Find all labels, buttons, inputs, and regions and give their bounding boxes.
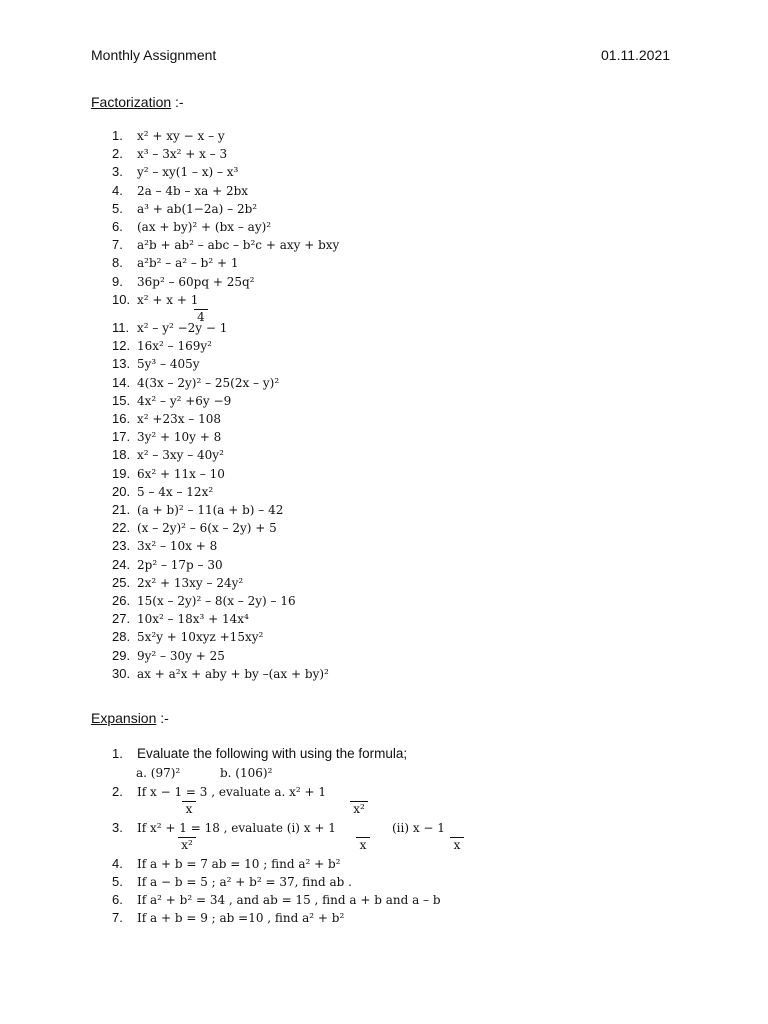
- item-number: 8.: [112, 255, 123, 271]
- item-text: 6x² + 11x – 10: [137, 466, 225, 481]
- item-text: 15(x – 2y)² – 8(x – 2y) – 16: [137, 594, 296, 608]
- item-text: (a + b)² – 11(a + b) – 42: [137, 503, 284, 517]
- item-text: Evaluate the following with using the formula;: [137, 746, 408, 761]
- item-text: 36p² – 60pq + 25q²: [137, 274, 255, 289]
- expansion-heading-suffix: :-: [156, 710, 169, 726]
- item-number: 29.: [112, 647, 131, 663]
- item-number: 9.: [112, 273, 123, 289]
- item-text: x² + xy − x – y: [137, 129, 225, 143]
- item-text: If a − b = 5 ; a² + b² = 37, find ab .: [137, 875, 352, 889]
- fraction-denominator: x: [356, 837, 370, 852]
- item-text: a³ + ab(1−2a) – 2b²: [137, 201, 258, 216]
- item-text: If x² + 1 = 18 , evaluate (i) x + 1: [137, 821, 336, 835]
- item-text: x² – 3xy – 40y²: [137, 448, 224, 463]
- item-text: If a + b = 9 ; ab =10 , find a² + b²: [137, 911, 345, 925]
- item-number: 13.: [112, 356, 131, 372]
- item-number: 20.: [112, 483, 131, 499]
- item-text: If a + b = 7 ab = 10 ; find a² + b²: [137, 857, 341, 871]
- item-text: 3x² – 10x + 8: [137, 539, 218, 554]
- expansion-heading-text: Expansion: [91, 710, 157, 726]
- item-text: 3y² + 10y + 8: [137, 430, 222, 445]
- item-number: 24.: [112, 556, 131, 572]
- item-text: y² – xy(1 – x) – x³: [137, 165, 239, 180]
- factorization-heading: [91, 94, 184, 110]
- item-text: 5x²y + 10xyz +15xy²: [137, 630, 264, 645]
- item-number: 27.: [112, 611, 131, 627]
- item-number: 18.: [112, 447, 131, 463]
- item-text: 5 – 4x – 12x²: [137, 484, 214, 499]
- item-text: 2x² + 13xy – 24y²: [137, 575, 244, 590]
- item-text: x² + x + 1: [137, 292, 199, 307]
- expansion-heading: [91, 710, 169, 726]
- fraction-denominator: 4: [194, 309, 208, 324]
- item-text: If x − 1 = 3 , evaluate a. x² + 1: [137, 785, 327, 799]
- item-number: 28.: [112, 629, 131, 645]
- fraction-denominator: x²: [350, 801, 368, 816]
- item-number: 15.: [112, 392, 131, 408]
- item-number: 3.: [112, 820, 123, 835]
- item-number: 5.: [112, 874, 123, 889]
- item-text: 2a – 4b – xa + 2bx: [137, 183, 249, 198]
- fraction-denominator: x: [450, 837, 464, 852]
- item-subpart-a: a. (97)²: [136, 766, 181, 780]
- item-number: 6.: [112, 219, 123, 234]
- item-text: If a² + b² = 34 , and ab = 15 , find a + b and a – b: [137, 893, 441, 907]
- item-text: x³ – 3x² + x – 3: [137, 147, 228, 162]
- item-number: 7.: [112, 910, 123, 925]
- item-text: a²b + ab² – abc – b²c + axy + bxy: [137, 238, 340, 253]
- item-text: 4(3x – 2y)² – 25(2x – y)²: [137, 375, 280, 390]
- item-number: 30.: [112, 665, 131, 681]
- item-number: 14.: [112, 374, 131, 390]
- item-number: 23.: [112, 538, 131, 554]
- item-number: 21.: [112, 502, 131, 517]
- item-text: 9y² – 30y + 25: [137, 648, 225, 663]
- item-number: 3.: [112, 164, 123, 180]
- item-number: 6.: [112, 892, 123, 907]
- fraction-denominator: x: [182, 801, 196, 816]
- item-number: 12.: [112, 338, 131, 354]
- item-text: (x – 2y)² – 6(x – 2y) + 5: [137, 521, 277, 536]
- item-text: (ax + by)² + (bx – ay)²: [137, 220, 272, 234]
- item-text: x² – y² −2y − 1: [137, 321, 228, 335]
- item-text: a²b² – a² – b² + 1: [137, 256, 239, 271]
- fraction-denominator: x²: [178, 837, 196, 852]
- item-text: 4x² – y² +6y −9: [137, 393, 232, 408]
- item-text: ax + a²x + aby + by –(ax + by)²: [137, 666, 329, 681]
- item-subpart-b: b. (106)²: [220, 766, 273, 780]
- document-date: 01.11.2021: [601, 47, 671, 63]
- document-title: Monthly Assignment: [91, 47, 217, 63]
- item-number: 25.: [112, 574, 131, 590]
- item-number: 22.: [112, 520, 131, 536]
- item-text: x² +23x – 108: [137, 412, 222, 426]
- item-number: 2.: [112, 784, 123, 799]
- item-number: 26.: [112, 593, 131, 608]
- item-number: 5.: [112, 200, 123, 216]
- item-number: 11.: [112, 320, 130, 335]
- factorization-heading-suffix: :-: [171, 94, 184, 110]
- item-number: 16.: [112, 411, 131, 426]
- item-text: 10x² – 18x³ + 14x⁴: [137, 612, 249, 627]
- item-number: 19.: [112, 465, 131, 481]
- item-number: 4.: [112, 856, 123, 871]
- item-text-part-ii: (ii) x − 1: [392, 821, 445, 835]
- item-number: 4.: [112, 182, 123, 198]
- factorization-heading-text: Factorization: [91, 94, 172, 110]
- item-number: 2.: [112, 146, 123, 162]
- item-text: 2p² – 17p – 30: [137, 557, 223, 572]
- item-number: 7.: [112, 237, 123, 253]
- item-number: 17.: [112, 429, 131, 445]
- item-text: 5y³ – 405y: [137, 357, 200, 372]
- item-number: 1.: [112, 746, 123, 761]
- item-number: 1.: [112, 128, 123, 143]
- item-number: 10.: [112, 291, 131, 307]
- item-text: 16x² – 169y²: [137, 339, 212, 354]
